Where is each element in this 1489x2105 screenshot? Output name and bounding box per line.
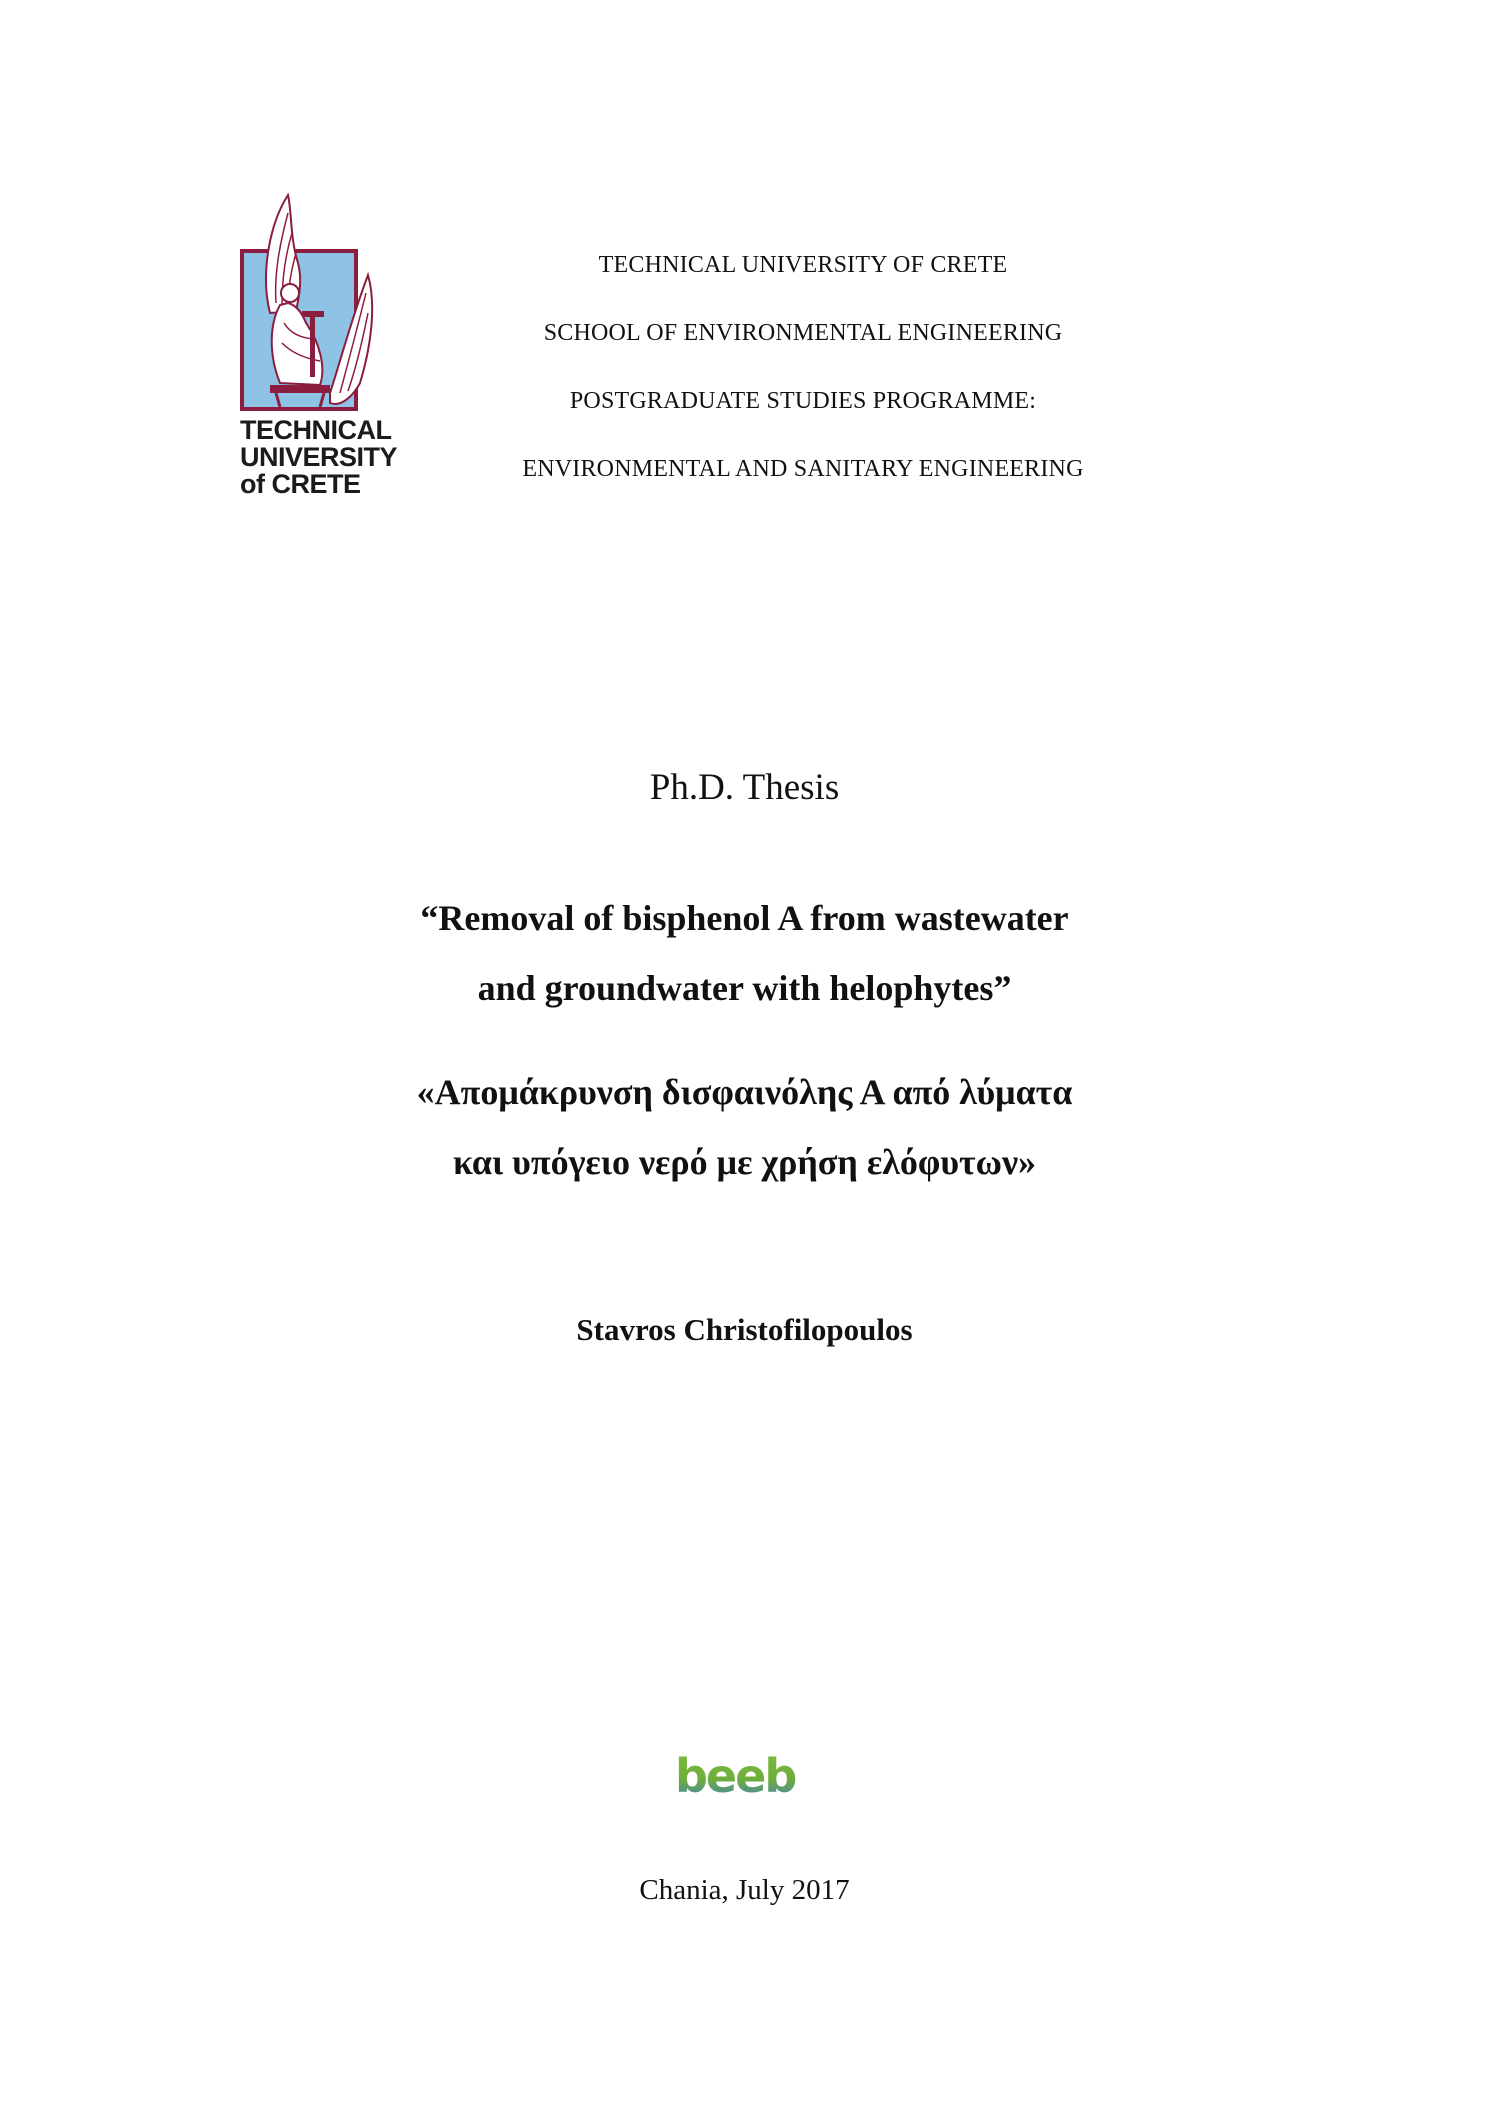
title-greek [0,1057,1489,1197]
author-name: Stavros Christofilopoulos [576,1312,913,1347]
logo-line-of-crete: of CRETE [240,469,361,499]
university-logo-wordmark [240,417,397,498]
thesis-type: Ph.D. Thesis [649,767,840,808]
title-english-line-1: “Removal of bisphenol A from wastewater [420,898,1069,938]
title-greek-line-1: «Απομάκρυνση δισφαινόλης Α από λύματα [416,1072,1073,1112]
logo-line-university: UNIVERSITY [240,442,398,472]
title-english-line-2: and groundwater with helophytes” [477,968,1012,1008]
university-name: TECHNICAL UNIVERSITY OF CRETE [598,252,1008,278]
title-greek-line-2: και υπόγειο νερό με χρήση ελόφυτων» [452,1142,1037,1182]
beeb-logo-icon [673,1752,821,1800]
programme-name: POSTGRADUATE STUDIES PROGRAMME: [569,388,1037,414]
specialization-name: ENVIRONMENTAL AND SANITARY ENGINEERING [522,456,1084,482]
title-english [0,883,1489,1023]
logo-line-technical: TECHNICAL [240,415,392,445]
school-name: SCHOOL OF ENVIRONMENTAL ENGINEERING [543,320,1063,346]
winged-figure-emblem-icon [240,193,382,413]
university-logo [240,193,422,505]
beeb-logo-text: beeb [675,1752,796,1800]
institution-header [470,250,1136,522]
place-date: Chania, July 2017 [639,1874,850,1906]
